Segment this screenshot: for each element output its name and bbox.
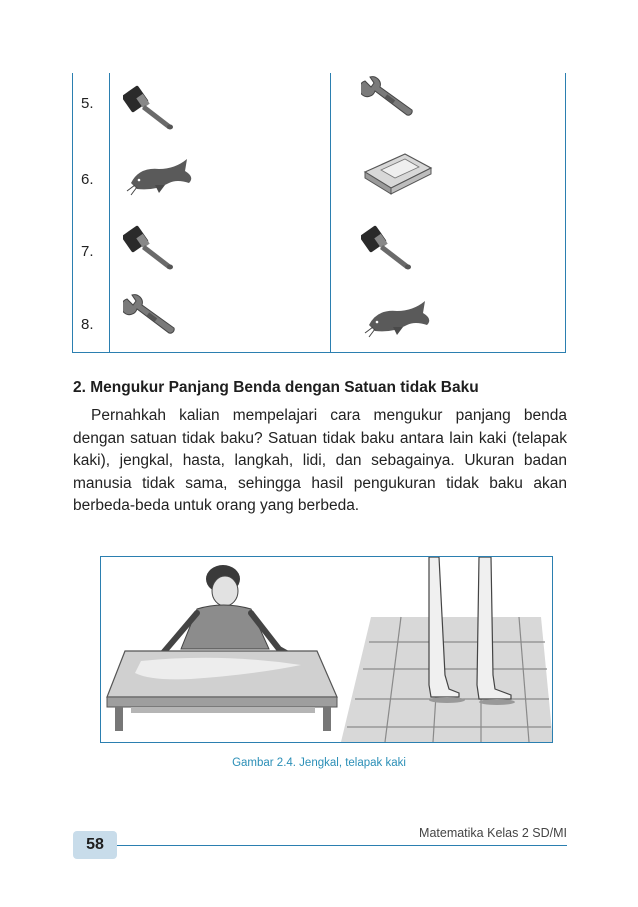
row-number: 6. — [81, 171, 94, 188]
paintbrush-icon — [123, 223, 193, 273]
table-divider-left — [109, 73, 110, 352]
row-number: 8. — [81, 316, 94, 333]
section-paragraph: Pernahkah kalian mempelajari cara mengukur panjang benda dengan satuan tidak baku? Satuan tidak baku antara lain kaki (telapak kaki), jengkal, hasta, langkah, lidi, dan sebagainya. Ukuran badan manusia tidak sama, sehingga hasil pengukuran tidak baku akan berbeda-beda untuk orang yang berbeda. — [73, 407, 567, 515]
footer-book-title: Matematika Kelas 2 SD/MI — [419, 826, 567, 840]
book-icon — [361, 148, 439, 198]
catfish-icon — [363, 295, 443, 343]
catfish-icon — [125, 153, 205, 201]
table-divider-middle — [330, 73, 331, 352]
boy-measuring-table-illustration — [101, 557, 341, 742]
figure-frame — [100, 556, 553, 743]
figure-caption: Gambar 2.4. Jengkal, telapak kaki — [232, 757, 406, 769]
paintbrush-icon — [123, 83, 193, 133]
footer-rule — [117, 845, 567, 846]
comparison-table — [72, 73, 566, 353]
page-number: 58 — [73, 831, 117, 859]
paintbrush-icon — [361, 223, 431, 273]
row-number: 7. — [81, 243, 94, 260]
wrench-icon — [123, 293, 193, 348]
section-heading: 2. Mengukur Panjang Benda dengan Satuan tidak Baku — [73, 379, 479, 396]
wrench-icon — [361, 75, 421, 130]
row-number: 5. — [81, 95, 94, 112]
feet-on-tiles-illustration — [341, 557, 553, 742]
